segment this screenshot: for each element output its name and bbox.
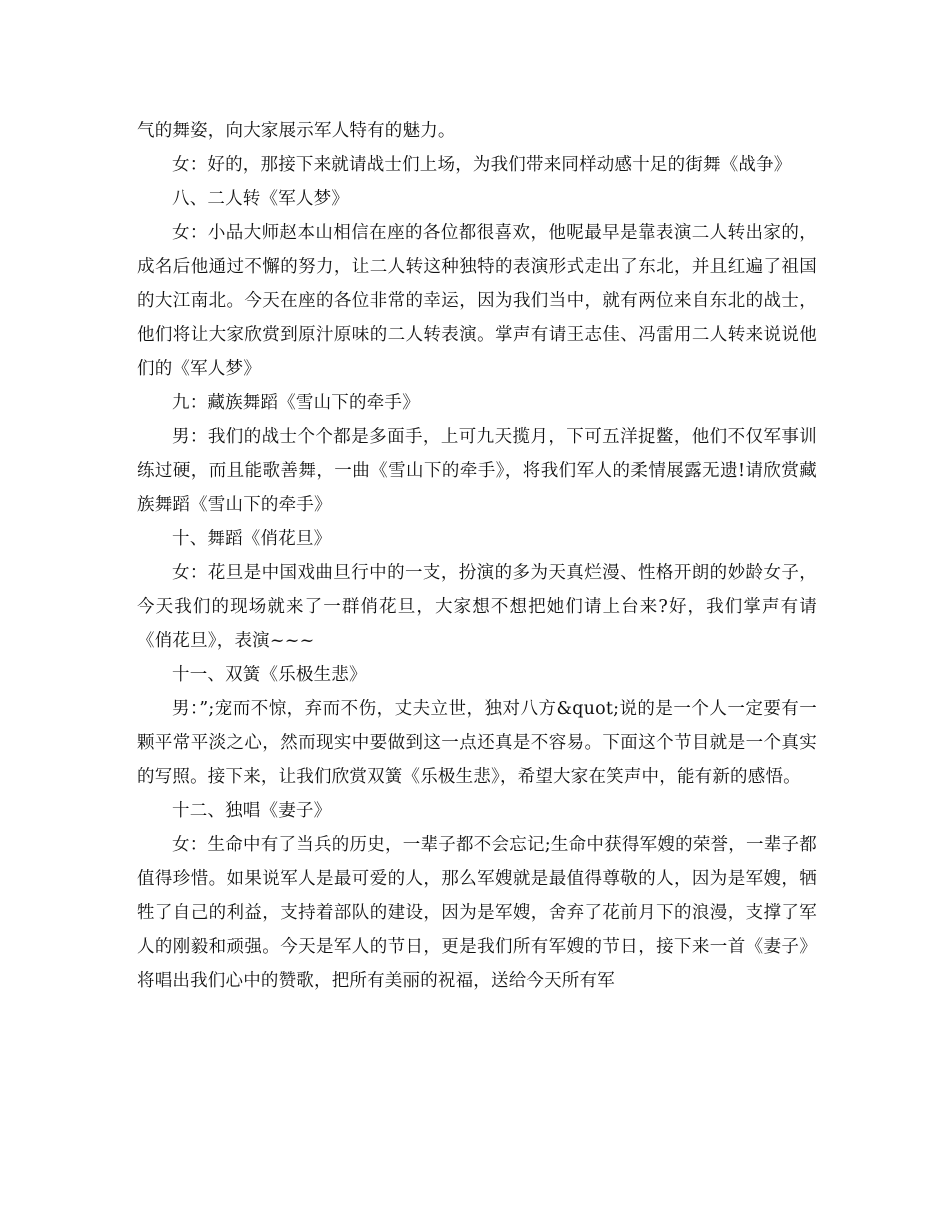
paragraph-host-male: 男：”;宠而不惊，弃而不伤，丈夫立世，独对八方&quot;说的是一个人一定要有一颗平常平淡之心，然而现实中要做到这一点还真是不容易。下面这个节目就是一个真实的写照。接下来，让我们欣赏双簧《乐极生悲》，希望大家在笑声中，能有新的感悟。 xyxy=(137,699,817,787)
paragraph-host-female: 女：花旦是中国戏曲旦行中的一支，扮演的多为天真烂漫、性格开朗的妙龄女子，今天我们的现场就来了一群俏花旦，大家想不想把她们请上台来?好，我们掌声有请《俏花旦》，表演~~~ xyxy=(137,563,817,651)
document-body xyxy=(137,114,817,998)
program-heading-9: 九：藏族舞蹈《雪山下的牵手》 xyxy=(172,393,420,413)
paragraph-host-male: 男：我们的战士个个都是多面手，上可九天揽月，下可五洋捉鳖，他们不仅军事训练过硬，而且能歌善舞，一曲《雪山下的牵手》，将我们军人的柔情展露无遗!请欣赏藏族舞蹈《雪山下的牵手》 xyxy=(137,427,817,515)
program-heading-8: 八、二人转《军人梦》 xyxy=(172,189,349,209)
program-heading-12: 十二、独唱《妻子》 xyxy=(172,801,332,821)
program-heading-10: 十、舞蹈《俏花旦》 xyxy=(172,529,332,549)
paragraph-host-female: 女：小品大师赵本山相信在座的各位都很喜欢，他呢最早是靠表演二人转出家的，成名后他通过不懈的努力，让二人转这种独特的表演形式走出了东北，并且红遍了祖国的大江南北。今天在座的各位非常的幸运，因为我们当中，就有两位来自东北的战士，他们将让大家欣赏到原汁原味的二人转表演。掌声有请王志佳、冯雷用二人转来说说他们的《军人梦》 xyxy=(137,223,817,379)
paragraph-continuation: 气的舞姿，向大家展示军人特有的魅力。 xyxy=(137,121,456,141)
program-heading-11: 十一、双簧《乐极生悲》 xyxy=(172,665,367,685)
paragraph-host-female: 女：好的，那接下来就请战士们上场，为我们带来同样动感十足的街舞《战争》 xyxy=(172,155,792,175)
paragraph-host-female: 女：生命中有了当兵的历史，一辈子都不会忘记;生命中获得军嫂的荣誉，一辈子都值得珍惜。如果说军人是最可爱的人，那么军嫂就是最值得尊敬的人，因为是军嫂，牺牲了自己的利益，支持着部队的建设，因为是军嫂，舍弃了花前月下的浪漫，支撑了军人的刚毅和顽强。今天是军人的节日，更是我们所有军嫂的节日，接下来一首《妻子》将唱出我们心中的赞歌，把所有美丽的祝福，送给今天所有军 xyxy=(137,835,817,991)
